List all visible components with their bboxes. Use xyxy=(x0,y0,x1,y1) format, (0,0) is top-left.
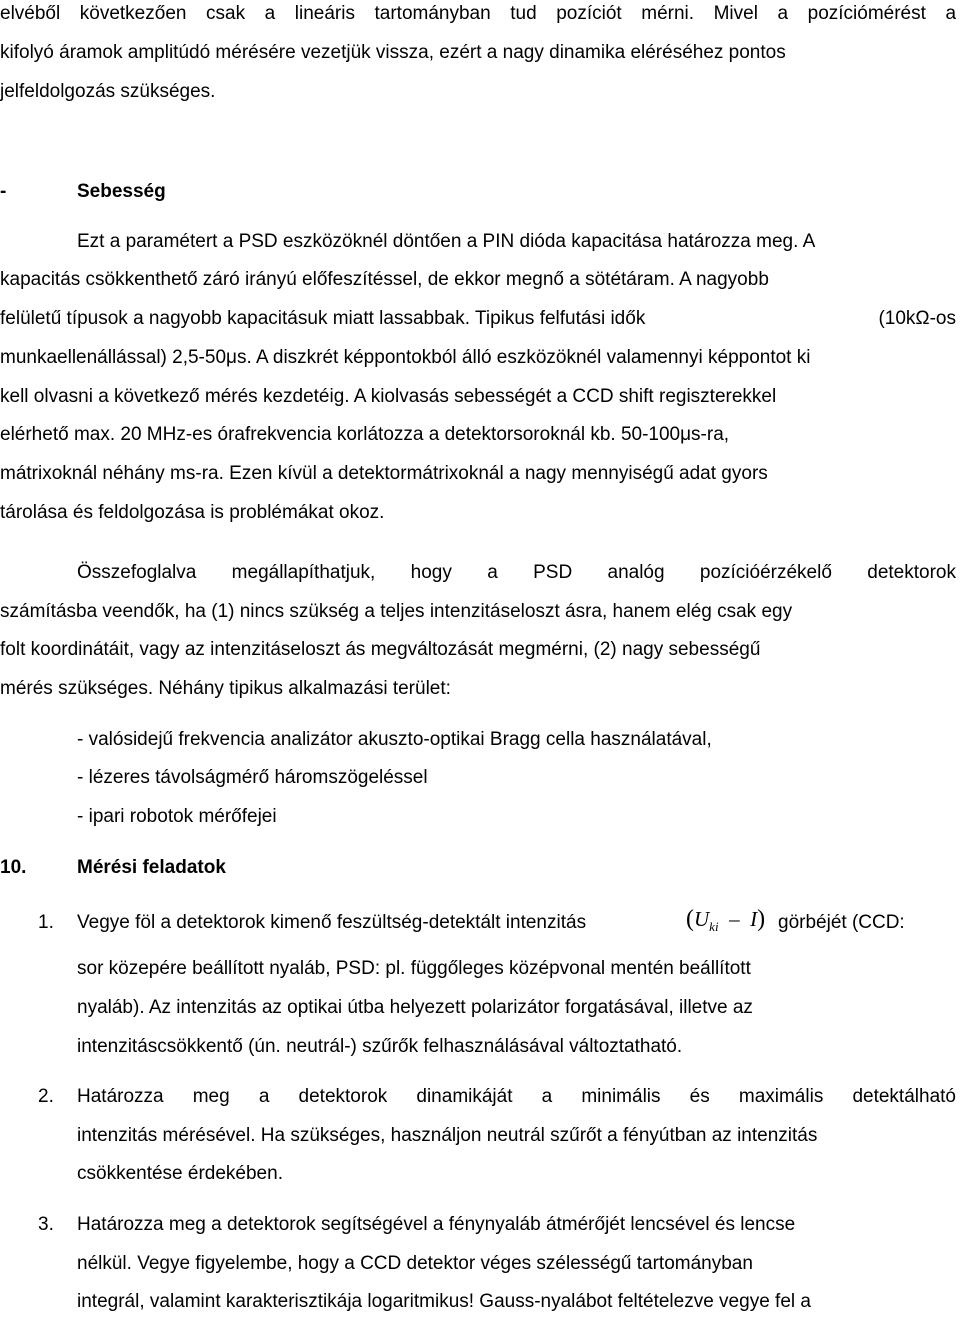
paragraph-line xyxy=(0,385,776,409)
text-line: folt koordinátáit, vagy az intenzitáseloszt ás megváltozását megmérni, (2) nagy sebességű xyxy=(0,639,761,660)
paragraph-line xyxy=(77,561,956,585)
paragraph-line xyxy=(0,268,769,292)
paragraph-line xyxy=(0,501,384,525)
text-line: (10kΩ-os xyxy=(878,308,956,329)
task-number xyxy=(38,1213,54,1237)
task-line xyxy=(77,1213,795,1237)
task-line xyxy=(77,1035,682,1059)
paragraph-line xyxy=(0,41,956,65)
text-line: integrál, valamint karakterisztikája logaritmikus! Gauss-nyalábot feltételezve vegye fel a xyxy=(77,1291,811,1312)
paragraph-line xyxy=(0,462,768,486)
section-title-text: Mérési feladatok xyxy=(77,857,226,878)
task-line xyxy=(778,911,905,935)
text-line: felületű típusok a nagyobb kapacitásuk miatt lassabbak. Tipikus felfutási idők xyxy=(0,308,646,329)
list-item xyxy=(77,728,712,752)
task-line xyxy=(77,1252,753,1276)
list-item xyxy=(77,766,428,790)
task-number xyxy=(38,1085,54,1109)
paragraph-line xyxy=(0,423,729,447)
formula-u-ki-i xyxy=(686,907,765,939)
task-number-text: 3. xyxy=(38,1214,54,1235)
text-line: elérhető max. 20 MHz-es órafrekvencia korlátozza a detektorsoroknál kb. 50-100μs-ra, xyxy=(0,424,730,445)
text-line: görbéjét (CCD: xyxy=(778,912,905,933)
text-line: Határozza meg a detektorok dinamikáját a minimális és maximális detektálható xyxy=(77,1086,956,1107)
list-item-text: - lézeres távolságmérő háromszögeléssel xyxy=(77,767,428,788)
list-item-text: - ipari robotok mérőfejei xyxy=(77,806,277,827)
paragraph-line xyxy=(0,638,760,662)
text-line: intenzitáscsökkentő (ún. neutrál-) szűrők felhasználásával változtatható. xyxy=(77,1036,683,1057)
task-number xyxy=(38,911,54,935)
task-line xyxy=(77,996,753,1020)
task-line xyxy=(77,1290,811,1314)
text-line: mátrixoknál néhány ms-ra. Ezen kívül a detektormátrixoknál a nagy mennyiségű adat gyors xyxy=(0,463,768,484)
text-line: kifolyó áramok amplitúdó mérésére vezetjük vissza, ezért a nagy dinamika eléréséhez pontos xyxy=(0,42,786,63)
text-line: kapacitás csökkenthető záró irányú előfeszítéssel, de ekkor megnő a sötétáram. A nagyobb xyxy=(0,269,769,290)
text-line: kell olvasni a következő mérés kezdetéig. A kiolvasás sebességét a CCD shift regiszterekkel xyxy=(0,386,777,407)
text-line: intenzitás mérésével. Ha szükséges, használjon neutrál szűrőt a fényútban az intenzitás xyxy=(77,1125,818,1146)
formula-paren-close: ) xyxy=(757,906,766,932)
task-line xyxy=(77,1085,956,1109)
section-heading xyxy=(77,180,166,204)
heading-sebesseg: Sebesség xyxy=(77,181,166,202)
heading-dash: - xyxy=(0,181,7,202)
paragraph-line xyxy=(0,307,956,331)
section-title xyxy=(77,856,226,880)
text-line: elvéből következően csak a lineáris tartományban tud pozíciót mérni. Mivel a pozíciómérést a xyxy=(0,3,957,24)
section-number-text: 10. xyxy=(0,857,27,878)
task-line xyxy=(77,1162,283,1186)
formula-subscript: ki xyxy=(709,919,719,935)
formula-dash: – xyxy=(729,907,740,931)
formula-u: U xyxy=(694,907,710,931)
task-line xyxy=(77,957,751,981)
section-number xyxy=(0,856,26,880)
text-line: tárolása és feldolgozása is problémákat okoz. xyxy=(0,502,385,523)
formula-paren-open: ( xyxy=(686,906,694,932)
text-line: Határozza meg a detektorok segítségével a fénynyaláb átmérőjét lencsével és lencse xyxy=(77,1214,796,1235)
paragraph-line xyxy=(0,2,956,26)
text-line: nélkül. Vegye figyelembe, hogy a CCD detektor véges szélességű tartományban xyxy=(77,1253,753,1274)
task-line xyxy=(77,911,586,935)
task-line xyxy=(77,1124,817,1148)
paragraph-line xyxy=(0,346,810,370)
text-line: nyaláb). Az intenzitás az optikai útba helyezett polarizátor forgatásával, illetve az xyxy=(77,997,753,1018)
list-item-text: - valósidejű frekvencia analizátor akuszto-optikai Bragg cella használatával, xyxy=(77,729,712,750)
text-line: mérés szükséges. Néhány tipikus alkalmazási terület: xyxy=(0,678,451,699)
text-line: Vegye föl a detektorok kimenő feszültség-detektált intenzitás xyxy=(77,912,587,933)
paragraph-line xyxy=(77,230,815,254)
text-line: csökkentése érdekében. xyxy=(77,1163,283,1184)
text-line: Összefoglalva megállapíthatjuk, hogy a PSD analóg pozícióérzékelő detektorok xyxy=(77,562,956,583)
list-item xyxy=(77,805,277,829)
task-number-text: 2. xyxy=(38,1086,54,1107)
task-number-text: 1. xyxy=(38,912,54,933)
text-line: sor közepére beállított nyaláb, PSD: pl. függőleges középvonal mentén beállított xyxy=(77,958,751,979)
paragraph-line xyxy=(0,80,215,104)
paragraph-line xyxy=(0,677,451,701)
formula-i: I xyxy=(750,907,758,931)
text-line: munkaellenállással) 2,5-50μs. A diszkrét képpontokból álló eszközöknél valamennyi képpontot ki xyxy=(0,347,811,368)
text-line: számításba veendők, ha (1) nincs szükség a teljes intenzitáseloszt ásra, hanem elég csak egy xyxy=(0,601,793,622)
paragraph-line xyxy=(0,600,792,624)
section-dash xyxy=(0,180,6,204)
text-line: Ezt a paramétert a PSD eszközöknél döntően a PIN dióda kapacitása határozza meg. A xyxy=(77,231,816,252)
text-line: jelfeldolgozás szükséges. xyxy=(0,81,216,102)
